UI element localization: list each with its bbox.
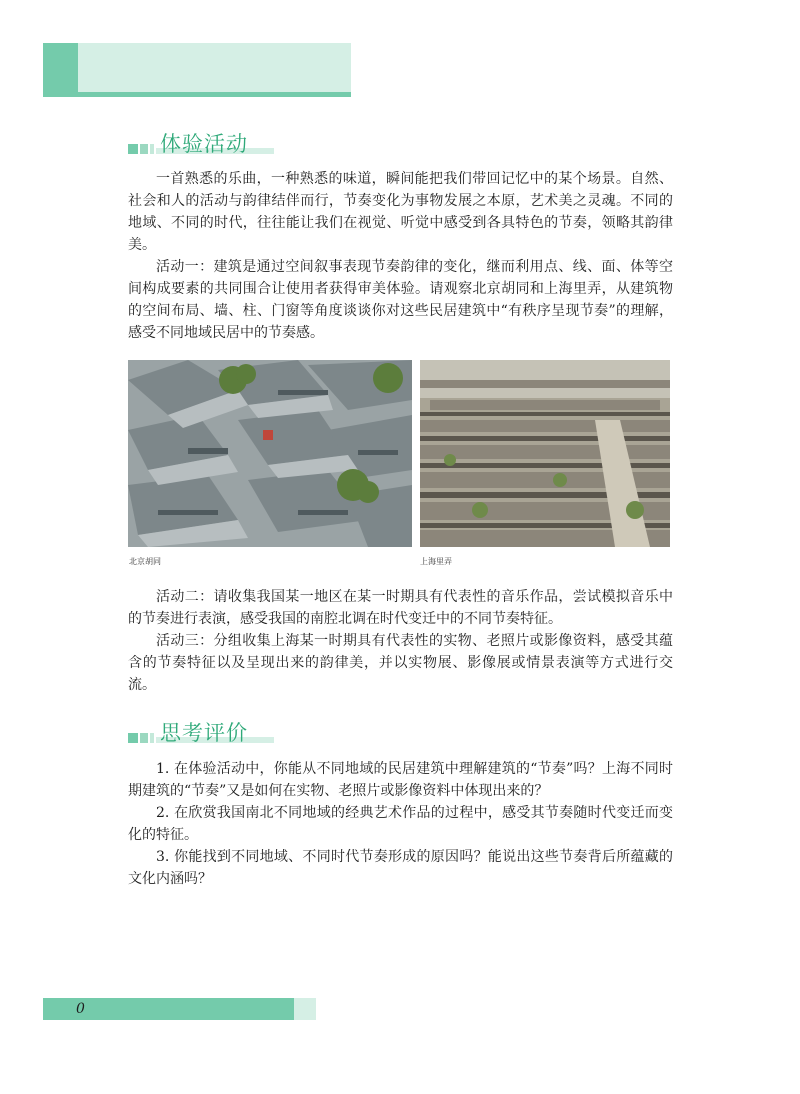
beijing-hutong-photo <box>128 360 412 547</box>
section-title-evaluation: 思考评价 <box>160 721 248 745</box>
section-title-activity: 体验活动 <box>160 132 248 156</box>
top-banner-fill <box>78 43 351 92</box>
top-banner <box>43 43 351 97</box>
top-banner-block <box>43 43 78 97</box>
activity1-paragraph: 活动一：建筑是通过空间叙事表现节奏韵律的变化，继而利用点、线、面、体等空间构成要素的共同围合让使用者获得审美体验。请观察北京胡同和上海里弄，从建筑物的空间布局、墙、柱、门窗等角度谈谈你对这些民居建筑中“有秩序呈现节奏”的理解，感受不同地域民居中的节奏感。 <box>128 259 673 341</box>
activity3-paragraph: 活动三：分组收集上海某一时期具有代表性的实物、老照片或影像资料，感受其蕴含的节奏特征以及呈现出来的韵律美，并以实物展、影像展或情景表演等方式进行交流。 <box>128 633 673 693</box>
activity2-paragraph: 活动二：请收集我国某一地区在某一时期具有代表性的音乐作品，尝试模拟音乐中的节奏进行表演，感受我国的南腔北调在时代变迁中的不同节奏特征。 <box>128 589 673 627</box>
top-banner-line <box>78 92 351 97</box>
question-2: 2. 在欣赏我国南北不同地域的经典艺术作品的过程中，感受其节奏随时代变迁而变化的特征。 <box>128 805 673 843</box>
shanghai-lilong-photo <box>420 360 670 547</box>
question-3: 3. 你能找到不同地域、不同时代节奏形成的原因吗？能说出这些节奏背后所蕴藏的文化内涵吗？ <box>128 849 673 887</box>
photo-caption-shanghai: 上海里弄 <box>420 557 452 566</box>
page-number: 0 <box>76 1001 85 1017</box>
intro-paragraph: 一首熟悉的乐曲，一种熟悉的味道，瞬间能把我们带回记忆中的某个场景。自然、社会和人的活动与韵律结伴而行，节奏变化为事物发展之本原，艺术美之灵魂。不同的地域、不同的时代，往往能让我们在视觉、听觉中感受到各具特色的节奏，领略其韵律美。 <box>128 171 673 253</box>
bottom-banner-end <box>294 998 316 1020</box>
photo-caption-beijing: 北京胡同 <box>129 557 161 566</box>
heading-decoration <box>128 144 154 154</box>
question-1: 1. 在体验活动中，你能从不同地域的民居建筑中理解建筑的“节奏”吗？上海不同时期建筑的“节奏”又是如何在实物、老照片或影像资料中体现出来的？ <box>128 761 673 799</box>
heading-decoration <box>128 733 154 743</box>
